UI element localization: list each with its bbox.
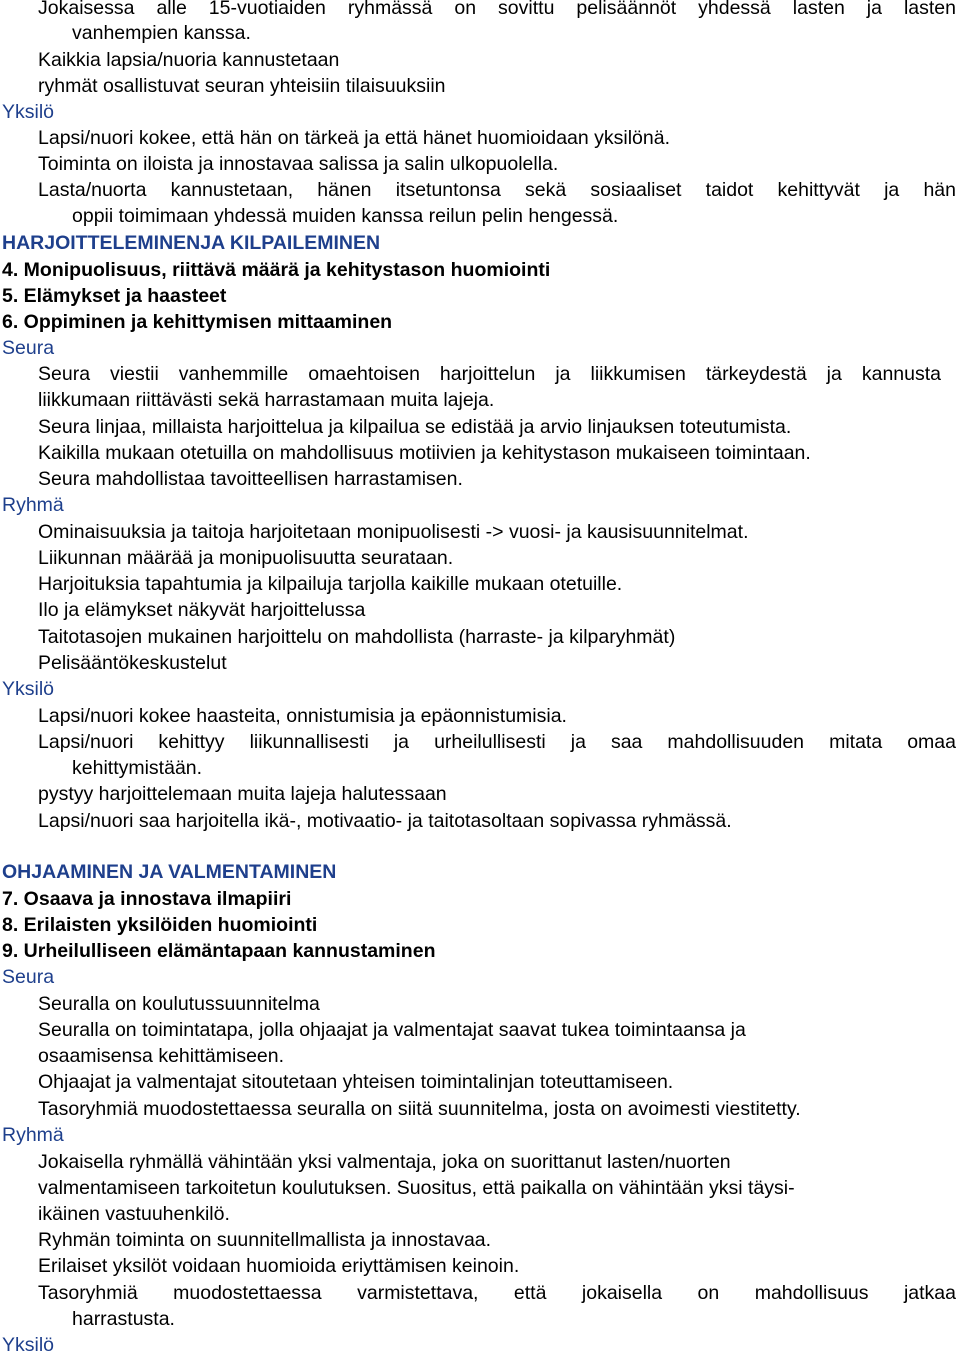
numbered-heading: 8. Erilaisten yksilöiden huomiointi [2, 914, 318, 936]
text-line: Tasoryhmiä muodostettaessa varmistettava, että jokaisella on mahdollisuus jatkaa [38, 1282, 956, 1304]
text-line: kehittymistään. [72, 757, 203, 779]
text-line: Seuralla on toimintatapa, jolla ohjaajat ja valmentajat saavat tukea toimintaansa ja [38, 1019, 746, 1041]
subheading: Yksilö [2, 1334, 55, 1356]
text-line: Seura linjaa, millaista harjoittelua ja kilpailua se edistää ja arvio linjauksen toteutumista. [38, 416, 792, 438]
text-line: Lapsi/nuori saa harjoitella ikä-, motivaatio- ja taitotasoltaan sopivassa ryhmässä. [38, 810, 732, 832]
text-line: Ilo ja elämykset näkyvät harjoittelussa [38, 599, 366, 621]
numbered-heading: 5. Elämykset ja haasteet [2, 285, 227, 307]
numbered-heading: 6. Oppiminen ja kehittymisen mittaaminen [2, 311, 393, 333]
text-line: ikäinen vastuuhenkilö. [38, 1203, 230, 1225]
text-line: Tasoryhmiä muodostettaessa seuralla on siitä suunnitelma, josta on avoimesti viestitetty. [38, 1098, 801, 1120]
section-heading: OHJAAMINEN JA VALMENTAMINEN [2, 861, 337, 883]
text-line: Seuralla on koulutussuunnitelma [38, 993, 320, 1015]
subheading: Ryhmä [2, 1124, 64, 1146]
text-line: liikkumaan riittävästi sekä harrastamaan muita lajeja. [38, 389, 495, 411]
numbered-heading: 7. Osaava ja innostava ilmapiiri [2, 888, 292, 910]
text-line: Ominaisuuksia ja taitoja harjoitetaan monipuolisesti -> vuosi- ja kausisuunnitelmat. [38, 521, 749, 543]
subheading: Seura [2, 966, 55, 988]
text-line: osaamisensa kehittämiseen. [38, 1045, 285, 1067]
text-line: harrastusta. [72, 1308, 175, 1330]
text-line: Lapsi/nuori kehittyy liikunnallisesti ja urheilullisesti ja saa mahdollisuuden mitata omaa [38, 731, 956, 753]
text-line: Ohjaajat ja valmentajat sitoutetaan yhteisen toimintalinjan toteuttamiseen. [38, 1071, 674, 1093]
text-line: Lapsi/nuori kokee haasteita, onnistumisia ja epäonnistumisia. [38, 705, 567, 727]
text-line: Jokaisessa alle 15-vuotiaiden ryhmässä on sovittu pelisäännöt yhdessä lasten ja lasten [38, 0, 956, 19]
text-line: Kaikkia lapsia/nuoria kannustetaan [38, 49, 340, 71]
text-line: Harjoituksia tapahtumia ja kilpailuja tarjolla kaikille mukaan otetuille. [38, 573, 623, 595]
text-line: Taitotasojen mukainen harjoittelu on mahdollista (harraste- ja kilparyhmät) [38, 626, 676, 648]
text-line: Lasta/nuorta kannustetaan, hänen itsetuntonsa sekä sosiaaliset taidot kehittyvät ja hän [38, 179, 956, 201]
text-line: pystyy harjoittelemaan muita lajeja halutessaan [38, 783, 447, 805]
subheading: Seura [2, 337, 55, 359]
text-line: Pelisääntökeskustelut [38, 652, 227, 674]
subheading: Yksilö [2, 101, 55, 123]
text-line: valmentamiseen tarkoitetun koulutuksen. Suositus, että paikalla on vähintään yksi täysi- [38, 1177, 795, 1199]
text-line: Toiminta on iloista ja innostavaa salissa ja salin ulkopuolella. [38, 153, 559, 175]
text-line: ryhmät osallistuvat seuran yhteisiin tilaisuuksiin [38, 75, 446, 97]
text-line: Seura viestii vanhemmille omaehtoisen harjoittelun ja liikkumisen tärkeydestä ja kannusta [38, 363, 941, 385]
text-line: Seura mahdollistaa tavoitteellisen harrastamisen. [38, 468, 463, 490]
numbered-heading: 9. Urheilulliseen elämäntapaan kannustaminen [2, 940, 436, 962]
text-line: Jokaisella ryhmällä vähintään yksi valmentaja, joka on suorittanut lasten/nuorten [38, 1151, 731, 1173]
section-heading: HARJOITTELEMINENJA KILPAILEMINEN [2, 232, 381, 254]
text-line: Erilaiset yksilöt voidaan huomioida eriyttämisen keinoin. [38, 1255, 520, 1277]
text-line: Liikunnan määrää ja monipuolisuutta seurataan. [38, 547, 454, 569]
text-line: vanhempien kanssa. [72, 22, 251, 44]
numbered-heading: 4. Monipuolisuus, riittävä määrä ja kehitystason huomiointi [2, 259, 551, 281]
text-line: Ryhmän toiminta on suunnitellmallista ja innostavaa. [38, 1229, 492, 1251]
text-line: Lapsi/nuori kokee, että hän on tärkeä ja että hänet huomioidaan yksilönä. [38, 127, 671, 149]
text-line: oppii toimimaan yhdessä muiden kanssa reilun pelin hengessä. [72, 205, 619, 227]
subheading: Yksilö [2, 678, 55, 700]
text-line: Kaikilla mukaan otetuilla on mahdollisuus motiivien ja kehitystason mukaiseen toimintaan. [38, 442, 811, 464]
subheading: Ryhmä [2, 494, 64, 516]
